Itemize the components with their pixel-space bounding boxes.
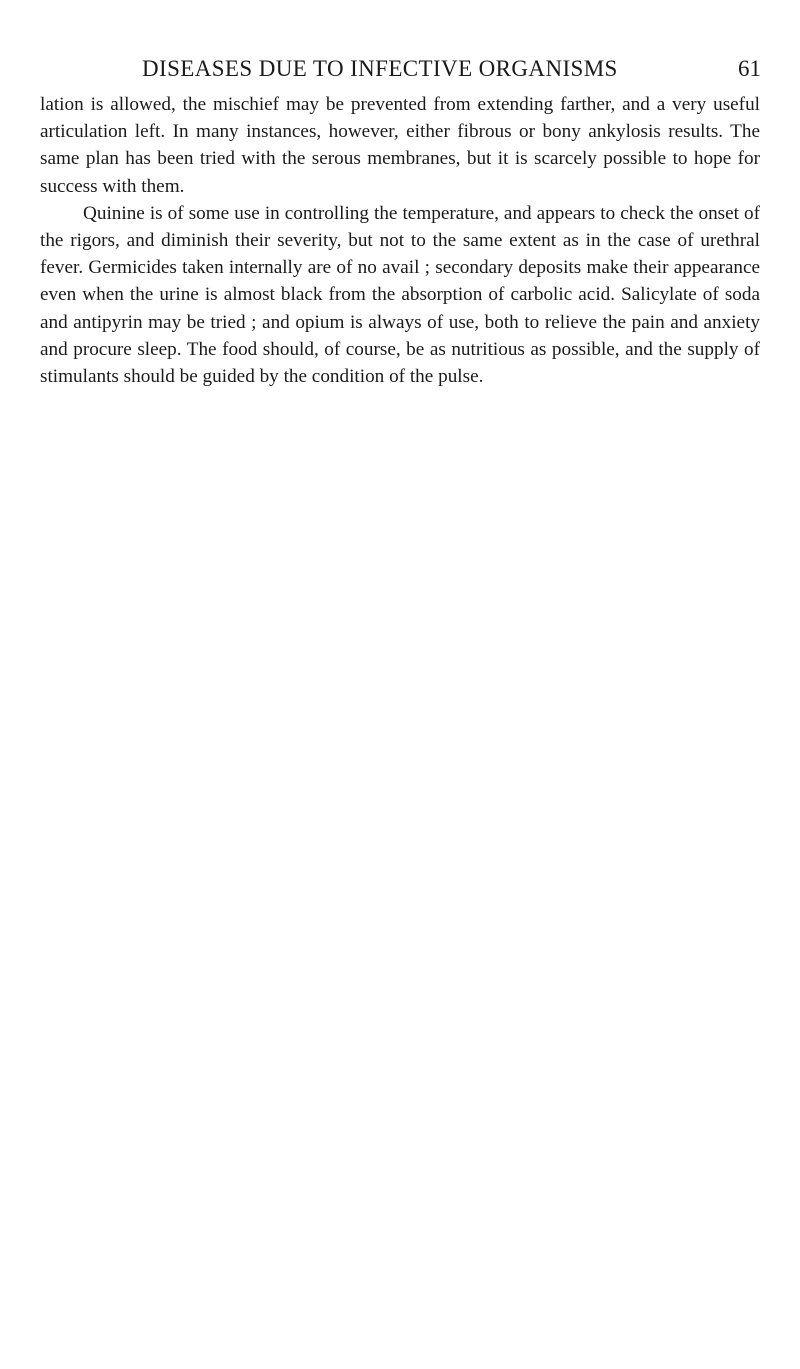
running-head <box>0 52 800 86</box>
running-title: DISEASES DUE TO INFECTIVE ORGANISMS <box>142 56 618 81</box>
paragraph-treatment: Quinine is of some use in controlling the temperature, and appears to check the onset of the rigors, and diminish their severity, but not to the same extent as in the case of urethral fever. Germicides taken internally are of no avail ; secondary deposits make their appearance even when the urine is almost black from the absorption of carbolic acid. Salicylate of soda and antipyrin may be tried ; and opium is always of use, both to relieve the pain and anxiety and procure sleep. The food should, of course, be as nutritious as possible, and the supply of stimulants should be guided by the condition of the pulse. <box>40 202 760 388</box>
page-number: 61 <box>738 56 761 81</box>
paragraph-continuation: lation is allowed, the mischief may be prevented from extending farther, and a very useful articulation left. In many instances, however, either fibrous or bony ankylosis results. The same plan has been tried with the serous membranes, but it is scarcely possible to hope for success with them. <box>40 94 760 197</box>
body-text <box>40 91 760 390</box>
